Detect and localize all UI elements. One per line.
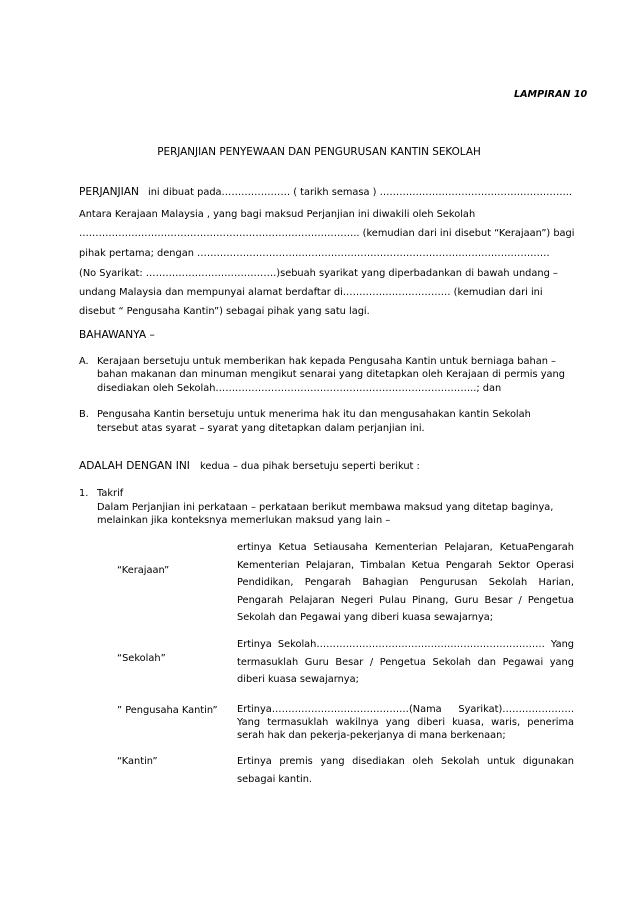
intro-line-4: pihak pertama; dengan ……………………………………………………………………………………………… — [79, 248, 550, 259]
recital-a-line-3: disediakan oleh Sekolah……………………………………………………………………..; dan — [97, 383, 502, 394]
recital-a-line-2: bahan makanan dan minuman mengikut senarai yang ditetapkan oleh Kerajaan di permis yang — [97, 369, 565, 380]
definition-term: “Kerajaan” — [117, 565, 170, 576]
definition-text: Ertinya……………………………………(Nama Syarikat)…………………. Yang termasuklah wakilnya yang diberi kuasa, waris, penerima serah hak dan pekerja-pekerjanya di mana berkenaan; — [237, 704, 574, 741]
intro-line-3: ………………………………………………………………………….. (kemudian dari ini disebut “Kerajaan”) bagi — [79, 228, 575, 239]
definition-term: “Kantin” — [117, 756, 158, 767]
intro-line-2: Antara Kerajaan Malaysia , yang bagi maksud Perjanjian ini diwakili oleh Sekolah — [79, 209, 476, 220]
definition-term: ” Pengusaha Kantin” — [117, 705, 218, 716]
clause-1-line-2: melainkan jika konteksnya memerlukan maksud yang lain – — [97, 515, 391, 526]
clause-1-heading: Takrif — [97, 488, 124, 499]
definition-text: ertinya Ketua Setiausaha Kementerian Pelajaran, KetuaPengarah Kementerian Pelajaran, Timbalan Ketua Pengarah Sektor Operasi Pendidikan, Pengarah Bahagian Pengurusan Sekolah Harian, Pengarah Pelajaran Negeri Pulau Pinang, Guru Besar / Pengetua Sekolah dan Pegawai yang diberi kuasa sewajarnya; — [237, 542, 574, 623]
adalah-text: kedua – dua pihak bersetuju seperti berikut : — [200, 461, 420, 472]
definition-term: “Sekolah” — [117, 653, 166, 664]
recital-b-label: B. — [79, 409, 89, 420]
intro-perjanjian: PERJANJIAN — [79, 186, 139, 198]
intro-line-5: (No Syarikat: ………………………………….)sebuah syarikat yang diperbadankan di bawah undang – — [79, 268, 558, 279]
intro-line-7: disebut “ Pengusaha Kantin”) sebagai pihak yang satu lagi. — [79, 306, 370, 317]
intro-line-6: undang Malaysia dan mempunyai alamat berdaftar di…………………………… (kemudian dari ini — [79, 287, 543, 298]
intro-line-1: ini dibuat pada………………… ( tarikh semasa ) ………………………………………………….. — [148, 187, 572, 198]
recital-b-line-2: tersebut atas syarat – syarat yang ditetapkan dalam perjanjian ini. — [97, 423, 425, 434]
bahawanya-heading: BAHAWANYA – — [79, 329, 155, 341]
clause-1-line-1: Dalam Perjanjian ini perkataan – perkataan berikut membawa maksud yang ditetap baginya, — [97, 502, 554, 513]
adalah-heading: ADALAH DENGAN INI — [79, 460, 190, 472]
clause-1-number: 1. — [79, 488, 89, 499]
recital-b-line-1: Pengusaha Kantin bersetuju untuk menerima hak itu dan mengusahakan kantin Sekolah — [97, 409, 531, 420]
recital-a-line-1: Kerajaan bersetuju untuk memberikan hak kepada Pengusaha Kantin untuk berniaga bahan – — [97, 356, 556, 367]
definition-text: Ertinya premis yang disediakan oleh Sekolah untuk digunakan sebagai kantin. — [237, 756, 574, 785]
document-title: PERJANJIAN PENYEWAAN DAN PENGURUSAN KANTIN SEKOLAH — [157, 146, 481, 158]
recital-a-label: A. — [79, 356, 89, 367]
appendix-label: LAMPIRAN 10 — [514, 89, 588, 100]
definition-text: Ertinya Sekolah……………………………………………………………. Yang termasuklah Guru Besar / Pengetua Sekolah dan Pegawai yang diberi kuasa sewajarnya; — [237, 639, 574, 685]
